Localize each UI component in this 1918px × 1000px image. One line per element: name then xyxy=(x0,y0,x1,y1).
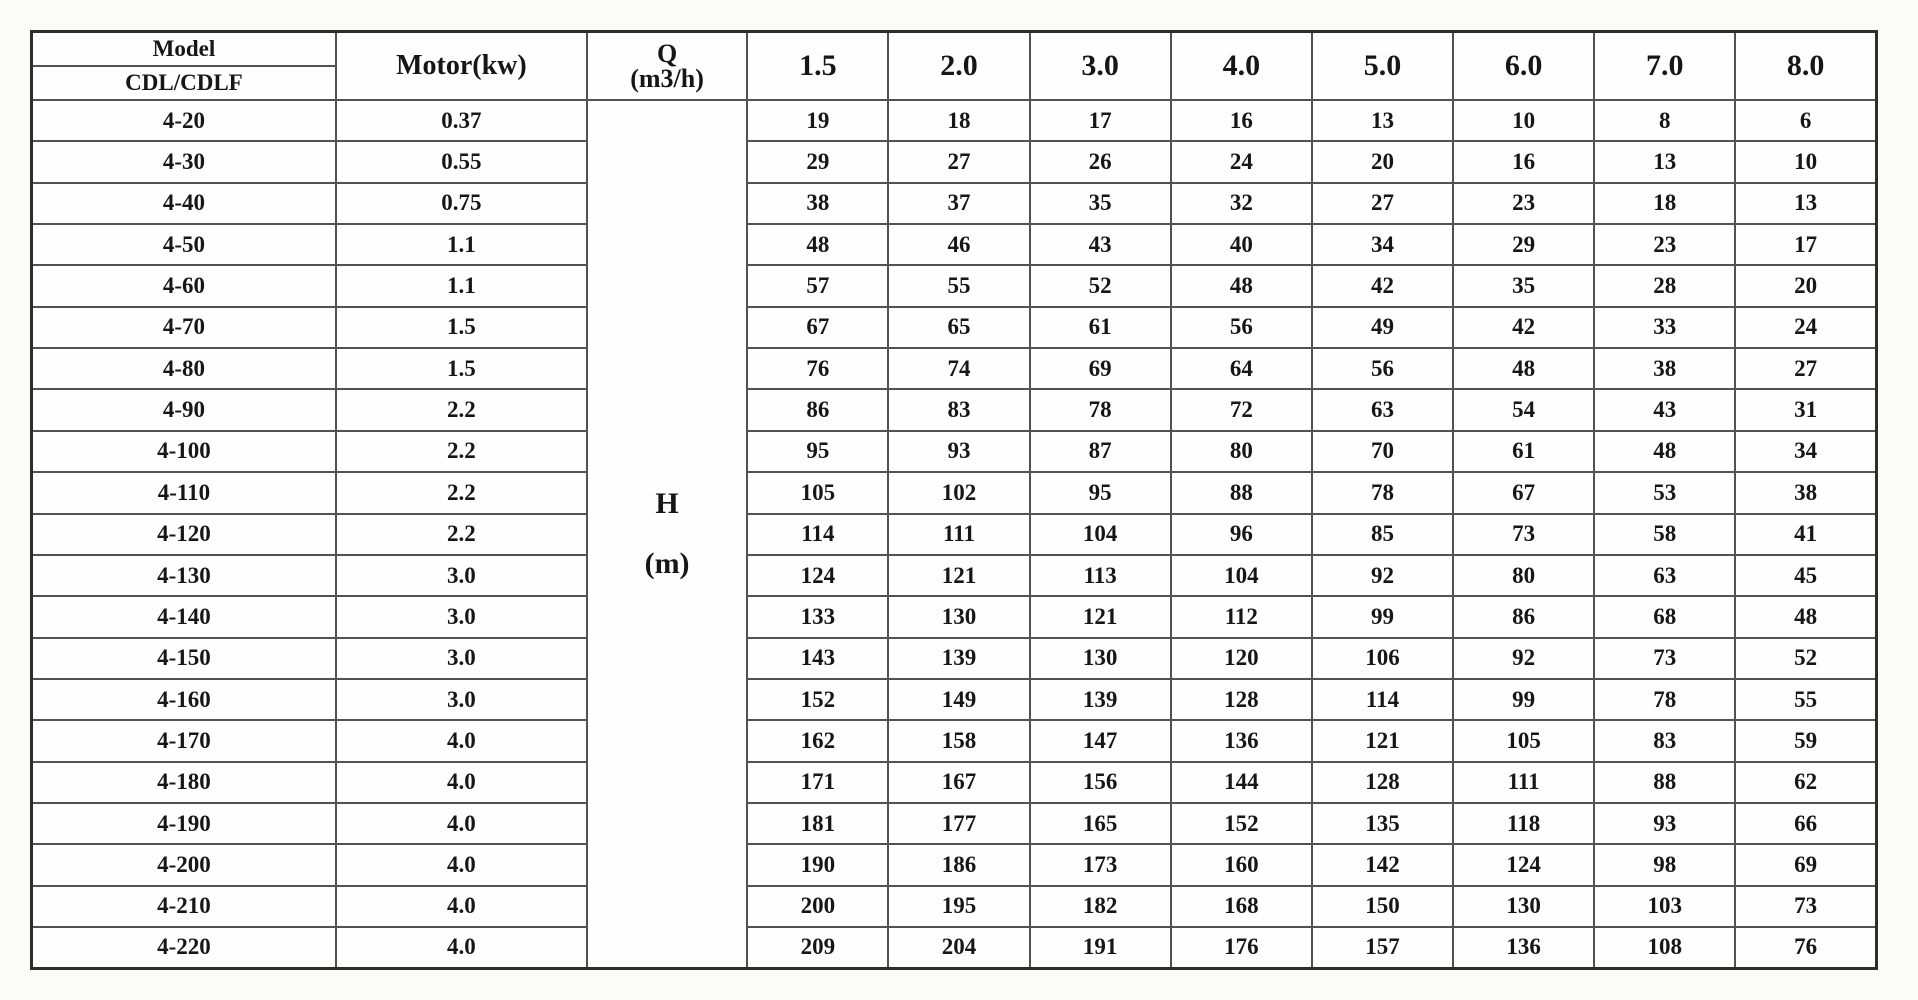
head-value-cell: 121 xyxy=(888,555,1029,596)
motor-power-cell: 0.75 xyxy=(336,183,587,224)
head-value-cell: 42 xyxy=(1312,265,1453,306)
model-cell: 4-110 xyxy=(32,472,336,513)
head-value-cell: 46 xyxy=(888,224,1029,265)
model-cell: 4-80 xyxy=(32,348,336,389)
model-cell: 4-190 xyxy=(32,803,336,844)
head-value-cell: 130 xyxy=(1453,886,1594,927)
table-row xyxy=(32,348,1877,389)
motor-power-cell: 1.1 xyxy=(336,265,587,306)
flow-column-header: 5.0 xyxy=(1312,32,1453,101)
head-value-cell: 48 xyxy=(1171,265,1312,306)
head-value-cell: 106 xyxy=(1312,638,1453,679)
head-value-cell: 41 xyxy=(1735,514,1876,555)
head-value-cell: 177 xyxy=(888,803,1029,844)
head-value-cell: 104 xyxy=(1030,514,1171,555)
head-value-cell: 147 xyxy=(1030,720,1171,761)
head-value-cell: 133 xyxy=(747,596,888,637)
head-value-cell: 124 xyxy=(747,555,888,596)
table-row xyxy=(32,100,1877,141)
head-value-cell: 104 xyxy=(1171,555,1312,596)
model-cell: 4-60 xyxy=(32,265,336,306)
head-value-cell: 10 xyxy=(1453,100,1594,141)
head-value-cell: 150 xyxy=(1312,886,1453,927)
head-value-cell: 86 xyxy=(1453,596,1594,637)
head-value-cell: 48 xyxy=(1735,596,1876,637)
head-value-cell: 73 xyxy=(1735,886,1876,927)
head-value-cell: 128 xyxy=(1171,679,1312,720)
head-value-cell: 27 xyxy=(1312,183,1453,224)
model-cell: 4-200 xyxy=(32,844,336,885)
table-row xyxy=(32,307,1877,348)
head-value-cell: 78 xyxy=(1594,679,1735,720)
motor-power-cell: 2.2 xyxy=(336,431,587,472)
head-value-cell: 98 xyxy=(1594,844,1735,885)
head-value-cell: 18 xyxy=(1594,183,1735,224)
head-value-cell: 83 xyxy=(888,389,1029,430)
head-value-cell: 143 xyxy=(747,638,888,679)
head-value-cell: 195 xyxy=(888,886,1029,927)
head-value-cell: 80 xyxy=(1453,555,1594,596)
motor-power-cell: 1.5 xyxy=(336,307,587,348)
model-cell: 4-130 xyxy=(32,555,336,596)
head-value-cell: 38 xyxy=(1735,472,1876,513)
head-value-cell: 99 xyxy=(1453,679,1594,720)
head-value-cell: 108 xyxy=(1594,927,1735,969)
table-row xyxy=(32,803,1877,844)
head-value-cell: 200 xyxy=(747,886,888,927)
head-value-cell: 33 xyxy=(1594,307,1735,348)
head-value-cell: 173 xyxy=(1030,844,1171,885)
head-value-cell: 38 xyxy=(747,183,888,224)
head-value-cell: 13 xyxy=(1735,183,1876,224)
head-value-cell: 13 xyxy=(1312,100,1453,141)
head-value-cell: 6 xyxy=(1735,100,1876,141)
motor-power-cell: 2.2 xyxy=(336,472,587,513)
head-value-cell: 136 xyxy=(1453,927,1594,969)
head-value-cell: 78 xyxy=(1030,389,1171,430)
head-value-cell: 165 xyxy=(1030,803,1171,844)
model-cell: 4-140 xyxy=(32,596,336,637)
motor-power-cell: 3.0 xyxy=(336,555,587,596)
table-row xyxy=(32,679,1877,720)
model-series-header: CDL/CDLF xyxy=(32,66,336,100)
head-value-cell: 35 xyxy=(1453,265,1594,306)
head-value-cell: 34 xyxy=(1312,224,1453,265)
head-value-cell: 103 xyxy=(1594,886,1735,927)
head-value-cell: 186 xyxy=(888,844,1029,885)
head-value-cell: 83 xyxy=(1594,720,1735,761)
head-value-cell: 67 xyxy=(1453,472,1594,513)
head-value-cell: 23 xyxy=(1594,224,1735,265)
head-value-cell: 95 xyxy=(747,431,888,472)
head-value-cell: 32 xyxy=(1171,183,1312,224)
motor-power-cell: 3.0 xyxy=(336,679,587,720)
head-value-cell: 53 xyxy=(1594,472,1735,513)
motor-power-cell: 4.0 xyxy=(336,886,587,927)
head-value-cell: 142 xyxy=(1312,844,1453,885)
head-value-cell: 96 xyxy=(1171,514,1312,555)
head-value-cell: 156 xyxy=(1030,762,1171,803)
head-value-cell: 74 xyxy=(888,348,1029,389)
head-value-cell: 76 xyxy=(1735,927,1876,969)
head-value-cell: 88 xyxy=(1594,762,1735,803)
head-value-cell: 16 xyxy=(1171,100,1312,141)
head-value-cell: 59 xyxy=(1735,720,1876,761)
head-value-cell: 55 xyxy=(888,265,1029,306)
pump-spec-table xyxy=(30,30,1878,970)
head-value-cell: 54 xyxy=(1453,389,1594,430)
head-value-cell: 67 xyxy=(747,307,888,348)
head-value-cell: 209 xyxy=(747,927,888,969)
model-cell: 4-100 xyxy=(32,431,336,472)
head-value-cell: 204 xyxy=(888,927,1029,969)
head-value-cell: 24 xyxy=(1171,141,1312,182)
head-value-cell: 144 xyxy=(1171,762,1312,803)
model-cell: 4-160 xyxy=(32,679,336,720)
head-value-cell: 118 xyxy=(1453,803,1594,844)
head-value-cell: 114 xyxy=(1312,679,1453,720)
head-value-cell: 162 xyxy=(747,720,888,761)
table-row xyxy=(32,472,1877,513)
head-value-cell: 93 xyxy=(1594,803,1735,844)
head-value-cell: 23 xyxy=(1453,183,1594,224)
motor-header: Motor(kw) xyxy=(336,32,587,101)
head-value-cell: 35 xyxy=(1030,183,1171,224)
head-value-cell: 34 xyxy=(1735,431,1876,472)
head-value-cell: 70 xyxy=(1312,431,1453,472)
model-cell: 4-50 xyxy=(32,224,336,265)
flow-column-header: 2.0 xyxy=(888,32,1029,101)
table-row xyxy=(32,638,1877,679)
table-row xyxy=(32,389,1877,430)
head-value-cell: 62 xyxy=(1735,762,1876,803)
head-value-cell: 120 xyxy=(1171,638,1312,679)
header-row-top xyxy=(32,32,1877,66)
head-value-cell: 48 xyxy=(1594,431,1735,472)
head-value-cell: 73 xyxy=(1453,514,1594,555)
head-value-cell: 182 xyxy=(1030,886,1171,927)
head-value-cell: 52 xyxy=(1030,265,1171,306)
head-value-cell: 73 xyxy=(1594,638,1735,679)
head-value-cell: 149 xyxy=(888,679,1029,720)
table-row xyxy=(32,265,1877,306)
head-value-cell: 114 xyxy=(747,514,888,555)
head-value-cell: 124 xyxy=(1453,844,1594,885)
model-cell: 4-210 xyxy=(32,886,336,927)
head-value-cell: 121 xyxy=(1030,596,1171,637)
head-value-cell: 13 xyxy=(1594,141,1735,182)
table-row xyxy=(32,141,1877,182)
head-value-cell: 80 xyxy=(1171,431,1312,472)
table-row xyxy=(32,183,1877,224)
head-value-cell: 171 xyxy=(747,762,888,803)
motor-power-cell: 4.0 xyxy=(336,803,587,844)
model-cell: 4-150 xyxy=(32,638,336,679)
motor-power-cell: 4.0 xyxy=(336,720,587,761)
flow-rate-header xyxy=(587,32,748,101)
head-value-cell: 130 xyxy=(888,596,1029,637)
head-value-cell: 87 xyxy=(1030,431,1171,472)
motor-power-cell: 3.0 xyxy=(336,596,587,637)
head-value-cell: 86 xyxy=(747,389,888,430)
head-value-cell: 42 xyxy=(1453,307,1594,348)
head-value-cell: 57 xyxy=(747,265,888,306)
head-value-cell: 17 xyxy=(1735,224,1876,265)
head-value-cell: 190 xyxy=(747,844,888,885)
head-value-cell: 99 xyxy=(1312,596,1453,637)
head-unit-cell xyxy=(587,100,748,968)
head-value-cell: 29 xyxy=(1453,224,1594,265)
head-value-cell: 63 xyxy=(1594,555,1735,596)
table-row xyxy=(32,927,1877,969)
head-value-cell: 92 xyxy=(1312,555,1453,596)
head-value-cell: 85 xyxy=(1312,514,1453,555)
head-value-cell: 49 xyxy=(1312,307,1453,348)
head-value-cell: 168 xyxy=(1171,886,1312,927)
head-value-cell: 68 xyxy=(1594,596,1735,637)
head-value-cell: 64 xyxy=(1171,348,1312,389)
scanned-spec-sheet xyxy=(30,30,1878,970)
motor-power-cell: 4.0 xyxy=(336,844,587,885)
head-value-cell: 136 xyxy=(1171,720,1312,761)
head-value-cell: 40 xyxy=(1171,224,1312,265)
motor-power-cell: 2.2 xyxy=(336,389,587,430)
head-value-cell: 43 xyxy=(1030,224,1171,265)
table-row xyxy=(32,224,1877,265)
head-value-cell: 56 xyxy=(1171,307,1312,348)
model-cell: 4-70 xyxy=(32,307,336,348)
head-value-cell: 76 xyxy=(747,348,888,389)
head-value-cell: 105 xyxy=(1453,720,1594,761)
head-value-cell: 38 xyxy=(1594,348,1735,389)
head-value-cell: 10 xyxy=(1735,141,1876,182)
flow-column-header: 8.0 xyxy=(1735,32,1876,101)
head-value-cell: 130 xyxy=(1030,638,1171,679)
motor-power-cell: 2.2 xyxy=(336,514,587,555)
head-value-cell: 48 xyxy=(1453,348,1594,389)
head-value-cell: 160 xyxy=(1171,844,1312,885)
table-row xyxy=(32,596,1877,637)
head-value-cell: 27 xyxy=(888,141,1029,182)
head-value-cell: 27 xyxy=(1735,348,1876,389)
head-value-cell: 45 xyxy=(1735,555,1876,596)
head-value-cell: 152 xyxy=(1171,803,1312,844)
model-cell: 4-220 xyxy=(32,927,336,969)
head-value-cell: 72 xyxy=(1171,389,1312,430)
flow-column-header: 1.5 xyxy=(747,32,888,101)
table-row xyxy=(32,555,1877,596)
head-value-cell: 191 xyxy=(1030,927,1171,969)
head-value-cell: 26 xyxy=(1030,141,1171,182)
flow-rate-unit: (m3/h) xyxy=(630,64,704,94)
head-value-cell: 20 xyxy=(1312,141,1453,182)
head-value-cell: 88 xyxy=(1171,472,1312,513)
motor-power-cell: 1.5 xyxy=(336,348,587,389)
head-value-cell: 55 xyxy=(1735,679,1876,720)
model-cell: 4-30 xyxy=(32,141,336,182)
head-value-cell: 158 xyxy=(888,720,1029,761)
table-row xyxy=(32,514,1877,555)
head-value-cell: 63 xyxy=(1312,389,1453,430)
head-value-cell: 111 xyxy=(1453,762,1594,803)
head-value-cell: 69 xyxy=(1030,348,1171,389)
head-value-cell: 113 xyxy=(1030,555,1171,596)
motor-power-cell: 0.55 xyxy=(336,141,587,182)
head-value-cell: 43 xyxy=(1594,389,1735,430)
table-row xyxy=(32,886,1877,927)
head-value-cell: 93 xyxy=(888,431,1029,472)
head-value-cell: 92 xyxy=(1453,638,1594,679)
head-value-cell: 61 xyxy=(1030,307,1171,348)
head-value-cell: 176 xyxy=(1171,927,1312,969)
motor-power-cell: 0.37 xyxy=(336,100,587,141)
model-cell: 4-120 xyxy=(32,514,336,555)
head-value-cell: 66 xyxy=(1735,803,1876,844)
flow-column-header: 4.0 xyxy=(1171,32,1312,101)
head-value-cell: 48 xyxy=(747,224,888,265)
head-symbol: H xyxy=(655,487,679,521)
head-value-cell: 181 xyxy=(747,803,888,844)
head-value-cell: 37 xyxy=(888,183,1029,224)
head-value-cell: 69 xyxy=(1735,844,1876,885)
head-value-cell: 20 xyxy=(1735,265,1876,306)
head-value-cell: 16 xyxy=(1453,141,1594,182)
head-value-cell: 56 xyxy=(1312,348,1453,389)
head-value-cell: 8 xyxy=(1594,100,1735,141)
flow-rate-symbol: Q xyxy=(656,38,678,68)
head-value-cell: 152 xyxy=(747,679,888,720)
head-value-cell: 135 xyxy=(1312,803,1453,844)
motor-power-cell: 4.0 xyxy=(336,762,587,803)
head-value-cell: 31 xyxy=(1735,389,1876,430)
model-cell: 4-180 xyxy=(32,762,336,803)
motor-power-cell: 3.0 xyxy=(336,638,587,679)
head-value-cell: 95 xyxy=(1030,472,1171,513)
flow-column-header: 3.0 xyxy=(1030,32,1171,101)
head-value-cell: 24 xyxy=(1735,307,1876,348)
head-value-cell: 102 xyxy=(888,472,1029,513)
head-value-cell: 128 xyxy=(1312,762,1453,803)
head-value-cell: 157 xyxy=(1312,927,1453,969)
head-value-cell: 112 xyxy=(1171,596,1312,637)
model-header: Model xyxy=(32,32,336,66)
table-row xyxy=(32,720,1877,761)
table-row xyxy=(32,844,1877,885)
flow-column-header: 7.0 xyxy=(1594,32,1735,101)
head-value-cell: 78 xyxy=(1312,472,1453,513)
model-cell: 4-20 xyxy=(32,100,336,141)
head-value-cell: 52 xyxy=(1735,638,1876,679)
head-value-cell: 29 xyxy=(747,141,888,182)
head-value-cell: 17 xyxy=(1030,100,1171,141)
model-cell: 4-40 xyxy=(32,183,336,224)
head-value-cell: 18 xyxy=(888,100,1029,141)
head-value-cell: 19 xyxy=(747,100,888,141)
head-value-cell: 139 xyxy=(888,638,1029,679)
table-row xyxy=(32,762,1877,803)
head-value-cell: 111 xyxy=(888,514,1029,555)
head-value-cell: 61 xyxy=(1453,431,1594,472)
head-unit: (m) xyxy=(644,547,690,581)
head-value-cell: 58 xyxy=(1594,514,1735,555)
motor-power-cell: 1.1 xyxy=(336,224,587,265)
head-value-cell: 65 xyxy=(888,307,1029,348)
model-cell: 4-170 xyxy=(32,720,336,761)
head-value-cell: 139 xyxy=(1030,679,1171,720)
head-value-cell: 105 xyxy=(747,472,888,513)
head-value-cell: 28 xyxy=(1594,265,1735,306)
flow-column-header: 6.0 xyxy=(1453,32,1594,101)
head-value-cell: 167 xyxy=(888,762,1029,803)
model-cell: 4-90 xyxy=(32,389,336,430)
table-row xyxy=(32,431,1877,472)
motor-power-cell: 4.0 xyxy=(336,927,587,969)
head-value-cell: 121 xyxy=(1312,720,1453,761)
